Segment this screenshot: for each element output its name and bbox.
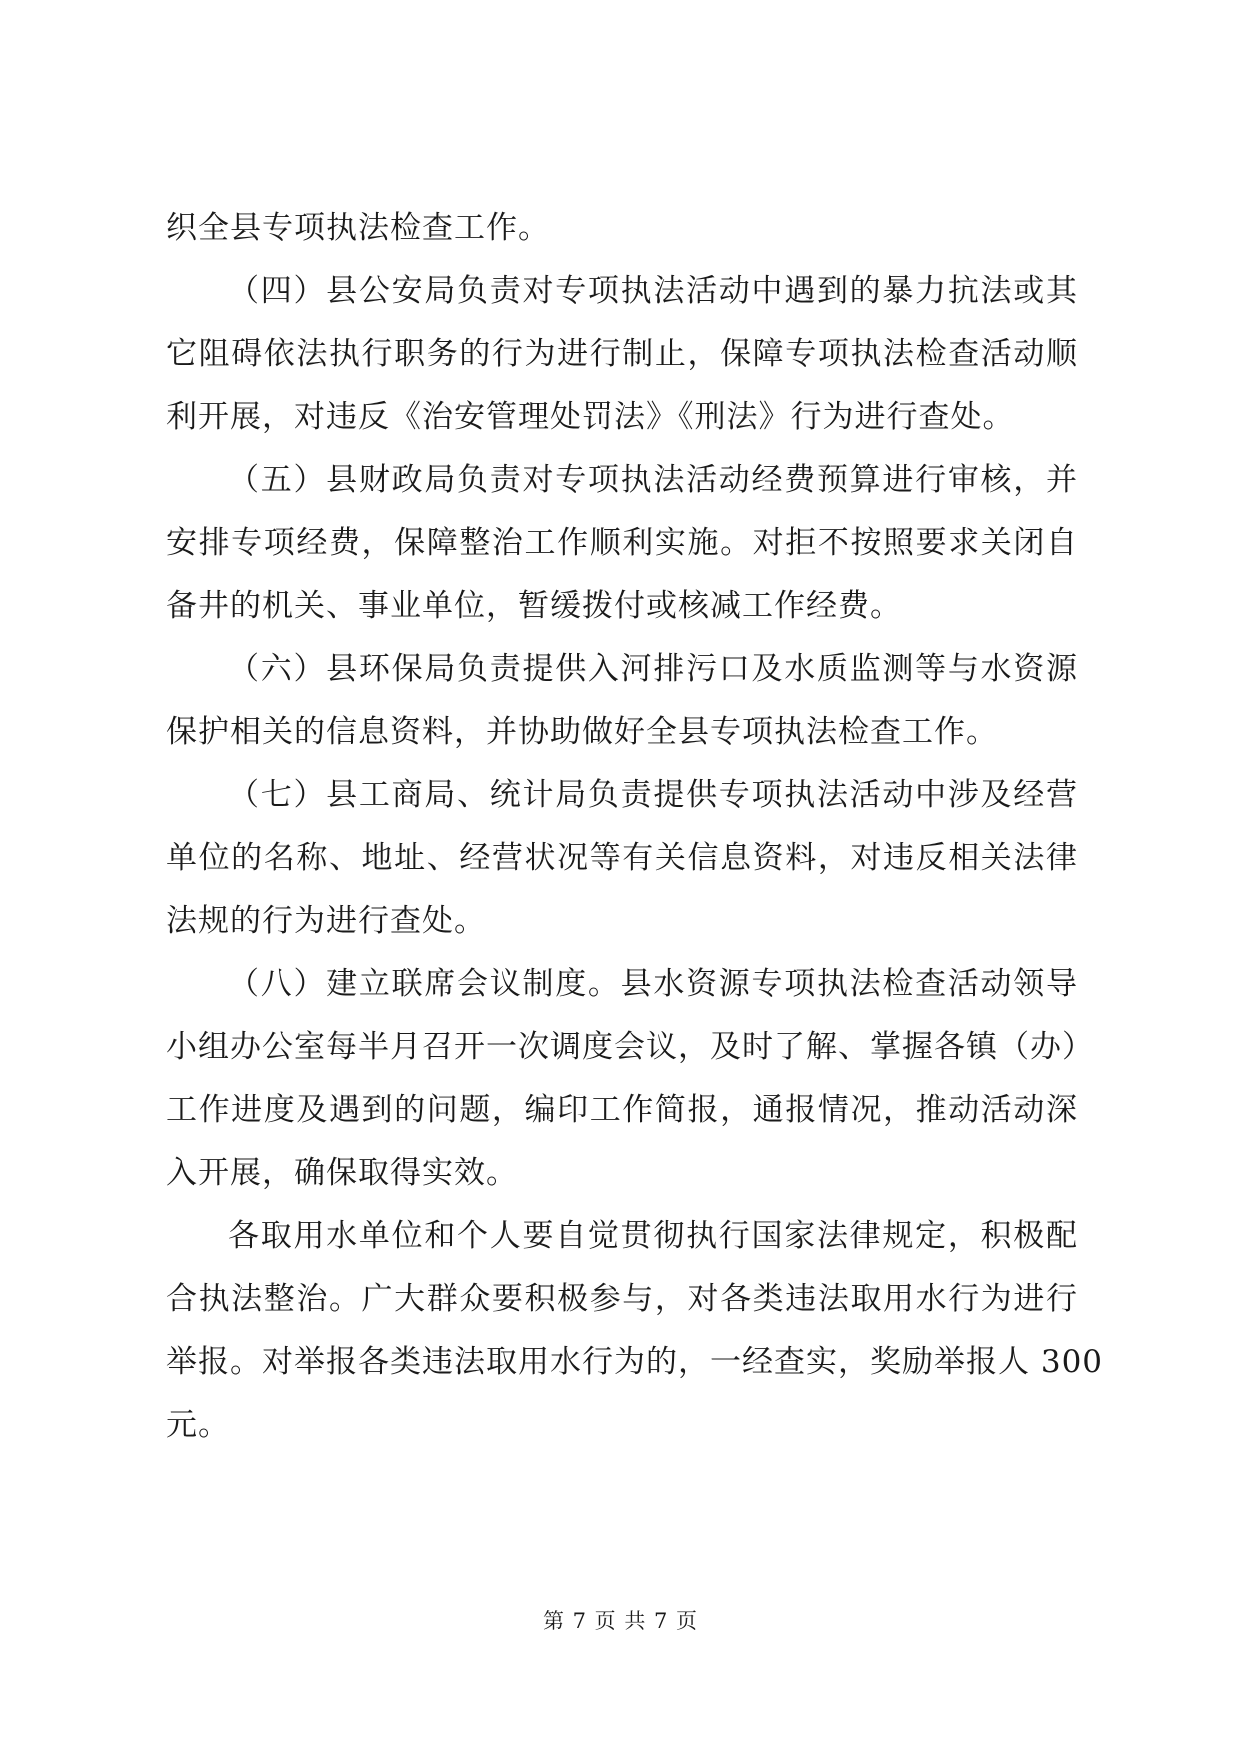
paragraph-closing (166, 1205, 1104, 1457)
text-line: 入开展，确保取得实效。 (166, 1155, 518, 1191)
text-line: 它阻碍依法执行职务的行为进行制止，保障专项执法检查活动顺 (166, 336, 1078, 372)
paragraph-item-8 (166, 953, 1094, 1205)
text-line: 安排专项经费，保障整治工作顺利实施。对拒不按照要求关闭自 (166, 525, 1078, 561)
text-line: （六）县环保局负责提供入河排污口及水质监测等与水资源 (228, 651, 1078, 687)
text-line: 元。 (166, 1407, 230, 1443)
text-line: 举报。对举报各类违法取用水行为的，一经查实，奖励举报人 300 (166, 1344, 1104, 1380)
document-body (166, 197, 1104, 1457)
text-line: 织全县专项执法检查工作。 (166, 210, 550, 246)
text-line: 各取用水单位和个人要自觉贯彻执行国家法律规定，积极配 (228, 1218, 1078, 1254)
text-line: 保护相关的信息资料，并协助做好全县专项执法检查工作。 (166, 714, 998, 750)
text-line: 备井的机关、事业单位，暂缓拨付或核减工作经费。 (166, 588, 902, 624)
text-line: 单位的名称、地址、经营状况等有关信息资料，对违反相关法律 (166, 840, 1078, 876)
text-line: （五）县财政局负责对专项执法活动经费预算进行审核，并 (228, 462, 1078, 498)
text-line: （七）县工商局、统计局负责提供专项执法活动中涉及经营 (228, 777, 1078, 813)
text-line: 利开展，对违反《治安管理处罚法》《刑法》行为进行查处。 (166, 399, 1015, 435)
paragraph-item-4 (166, 260, 1078, 449)
paragraph-item-5 (166, 449, 1078, 638)
text-line: 工作进度及遇到的问题，编印工作简报，通报情况，推动活动深 (166, 1092, 1078, 1128)
text-line: 合执法整治。广大群众要积极参与，对各类违法取用水行为进行 (166, 1281, 1078, 1317)
text-line: （四）县公安局负责对专项执法活动中遇到的暴力抗法或其 (228, 273, 1078, 309)
paragraph-item-6 (166, 638, 1078, 764)
text-line: 法规的行为进行查处。 (166, 903, 486, 939)
paragraph-item-7 (166, 764, 1078, 953)
text-line: （八）建立联席会议制度。县水资源专项执法检查活动领导 (228, 966, 1078, 1002)
page-number-footer: 第 7 页 共 7 页 (542, 1609, 699, 1633)
paragraph-continuation (166, 197, 1078, 260)
text-line: 小组办公室每半月召开一次调度会议，及时了解、掌握各镇（办） (166, 1029, 1094, 1065)
